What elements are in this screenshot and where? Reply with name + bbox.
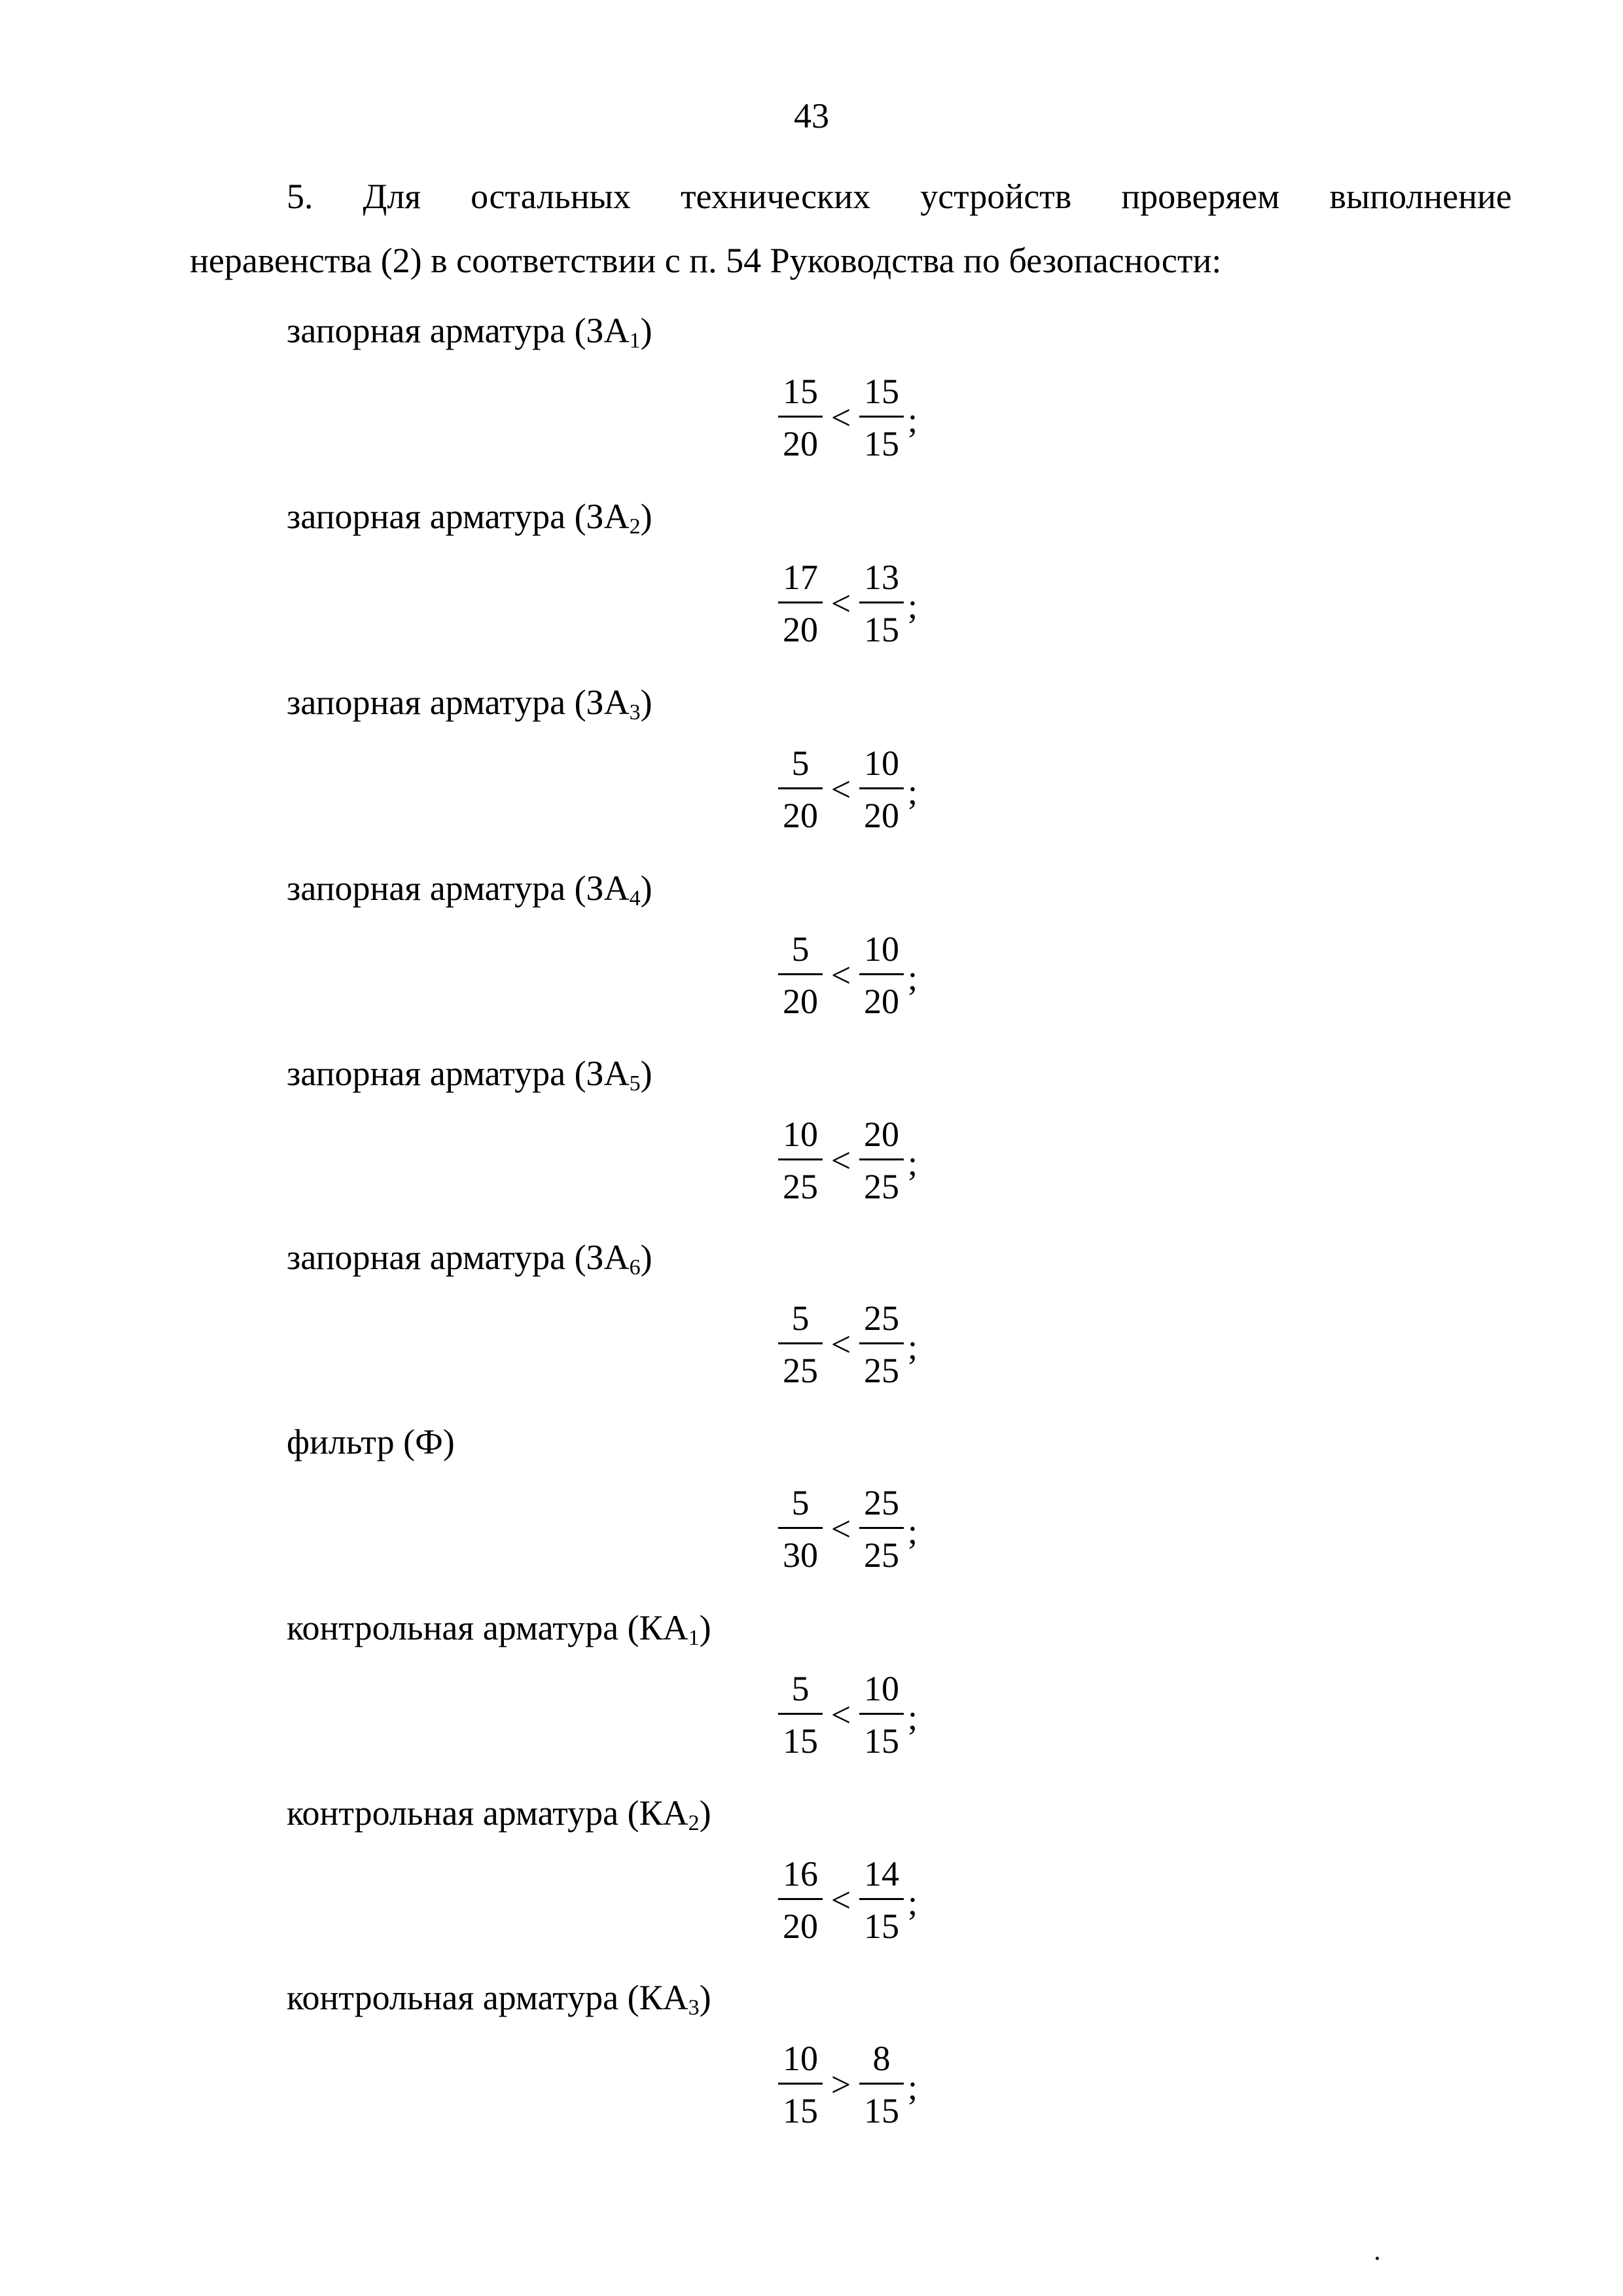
left-fraction xyxy=(776,1113,825,1204)
right-denominator: 20 xyxy=(864,982,899,1021)
right-fraction-bar xyxy=(859,601,904,603)
right-numerator: 15 xyxy=(864,372,899,411)
semicolon: ; xyxy=(908,1327,918,1367)
comparison-operator: < xyxy=(830,1880,851,1920)
intro-paragraph-line-1: 5. Для остальных технических устройств проверяем выполнение xyxy=(287,177,1512,216)
left-fraction xyxy=(776,1297,825,1388)
right-fraction xyxy=(857,556,906,647)
item-label-text: запорная арматура (ЗА xyxy=(287,683,630,722)
right-denominator: 15 xyxy=(864,1721,899,1761)
item-label-text: запорная арматура (ЗА xyxy=(287,869,630,908)
right-fraction xyxy=(857,2037,906,2128)
item-label-subscript: 1 xyxy=(629,329,641,353)
comparison-operator: > xyxy=(830,2065,851,2104)
intro-paragraph-line-2: неравенства (2) в соответствии с п. 54 Руководства по безопасности: xyxy=(190,241,1222,280)
left-fraction-bar xyxy=(778,973,823,975)
item-label-close: ) xyxy=(640,1054,652,1093)
item-label xyxy=(287,1054,652,1096)
right-fraction xyxy=(857,1667,906,1759)
item-label-close: ) xyxy=(640,497,652,536)
item-label-subscript: 2 xyxy=(688,1811,700,1835)
right-numerator: 25 xyxy=(864,1483,899,1522)
left-fraction xyxy=(776,556,825,647)
left-numerator: 17 xyxy=(783,558,818,597)
left-numerator: 15 xyxy=(783,372,818,411)
item-label xyxy=(287,1424,455,1460)
left-fraction-bar xyxy=(778,1158,823,1160)
left-fraction xyxy=(776,927,825,1019)
left-denominator: 25 xyxy=(783,1167,818,1206)
left-fraction-bar xyxy=(778,1342,823,1344)
right-fraction xyxy=(857,370,906,461)
right-fraction-bar xyxy=(859,1158,904,1160)
left-denominator: 20 xyxy=(783,982,818,1021)
left-fraction-bar xyxy=(778,787,823,789)
left-fraction-bar xyxy=(778,601,823,603)
comparison-operator: < xyxy=(830,956,851,995)
right-fraction-bar xyxy=(859,1898,904,1900)
item-label-text: запорная арматура (ЗА xyxy=(287,497,630,536)
right-fraction xyxy=(857,1113,906,1204)
item-label xyxy=(287,869,652,910)
left-fraction-bar xyxy=(778,1898,823,1900)
item-label-text: запорная арматура (ЗА xyxy=(287,311,630,350)
right-fraction xyxy=(857,1297,906,1388)
right-numerator: 10 xyxy=(864,744,899,783)
right-fraction xyxy=(857,742,906,833)
right-numerator: 14 xyxy=(864,1854,899,1893)
item-label-close: ) xyxy=(699,1978,711,2017)
semicolon: ; xyxy=(908,772,918,812)
item-label-text: контрольная арматура (КА xyxy=(287,1793,688,1833)
item-label-text: запорная арматура (ЗА xyxy=(287,1238,630,1277)
left-numerator: 5 xyxy=(791,929,810,969)
right-fraction-bar xyxy=(859,1713,904,1715)
semicolon: ; xyxy=(908,586,918,626)
item-label xyxy=(287,497,652,539)
left-fraction xyxy=(776,1481,825,1573)
right-numerator: 10 xyxy=(864,1669,899,1708)
right-fraction xyxy=(857,1481,906,1573)
right-fraction-bar xyxy=(859,416,904,418)
right-fraction-bar xyxy=(859,787,904,789)
item-label-text: запорная арматура (ЗА xyxy=(287,1054,630,1093)
right-numerator: 25 xyxy=(864,1299,899,1338)
left-denominator: 20 xyxy=(783,1907,818,1946)
left-numerator: 5 xyxy=(791,1483,810,1522)
left-numerator: 10 xyxy=(783,2039,818,2078)
right-denominator: 25 xyxy=(864,1535,899,1575)
right-numerator: 10 xyxy=(864,929,899,969)
right-fraction-bar xyxy=(859,1527,904,1529)
semicolon: ; xyxy=(908,1883,918,1922)
comparison-operator: < xyxy=(830,1325,851,1364)
item-label-text: контрольная арматура (КА xyxy=(287,1608,688,1647)
semicolon: ; xyxy=(908,1512,918,1551)
comparison-operator: < xyxy=(830,1509,851,1549)
item-label-close: ) xyxy=(640,311,652,350)
right-numerator: 13 xyxy=(864,558,899,597)
item-label xyxy=(287,311,652,353)
page-number: 43 xyxy=(794,96,829,135)
right-denominator: 15 xyxy=(864,424,899,463)
left-numerator: 10 xyxy=(783,1115,818,1154)
left-fraction xyxy=(776,1667,825,1759)
item-label-subscript: 5 xyxy=(629,1071,641,1096)
item-label-subscript: 1 xyxy=(688,1626,700,1650)
right-fraction xyxy=(857,1852,906,1944)
right-fraction-bar xyxy=(859,973,904,975)
left-fraction xyxy=(776,370,825,461)
item-label-close: ) xyxy=(699,1608,711,1647)
right-denominator: 25 xyxy=(864,1167,899,1206)
left-fraction-bar xyxy=(778,416,823,418)
left-fraction-bar xyxy=(778,2083,823,2085)
left-fraction xyxy=(776,1852,825,1944)
left-numerator: 5 xyxy=(791,1299,810,1338)
semicolon: ; xyxy=(908,958,918,997)
comparison-operator: < xyxy=(830,770,851,809)
left-fraction-bar xyxy=(778,1713,823,1715)
left-numerator: 5 xyxy=(791,1669,810,1708)
item-label xyxy=(287,1238,652,1280)
right-numerator: 20 xyxy=(864,1115,899,1154)
left-denominator: 20 xyxy=(783,796,818,835)
comparison-operator: < xyxy=(830,584,851,623)
right-fraction-bar xyxy=(859,2083,904,2085)
left-denominator: 20 xyxy=(783,424,818,463)
right-fraction xyxy=(857,927,906,1019)
semicolon: ; xyxy=(908,401,918,440)
left-denominator: 15 xyxy=(783,2091,818,2130)
left-fraction-bar xyxy=(778,1527,823,1529)
item-label-text: фильтр (Ф) xyxy=(287,1422,455,1462)
left-denominator: 15 xyxy=(783,1721,818,1761)
left-fraction xyxy=(776,2037,825,2128)
semicolon: ; xyxy=(908,1143,918,1183)
semicolon: ; xyxy=(908,2068,918,2107)
right-denominator: 20 xyxy=(864,796,899,835)
left-denominator: 25 xyxy=(783,1351,818,1390)
left-denominator: 30 xyxy=(783,1535,818,1575)
item-label xyxy=(287,683,652,725)
left-numerator: 5 xyxy=(791,744,810,783)
scan-speck xyxy=(1376,2257,1379,2260)
item-label-subscript: 3 xyxy=(629,700,641,725)
left-numerator: 16 xyxy=(783,1854,818,1893)
item-label-subscript: 6 xyxy=(629,1255,641,1280)
comparison-operator: < xyxy=(830,1141,851,1180)
right-numerator: 8 xyxy=(872,2039,891,2078)
item-label-close: ) xyxy=(640,683,652,722)
right-denominator: 25 xyxy=(864,1351,899,1390)
semicolon: ; xyxy=(908,1698,918,1737)
item-label-close: ) xyxy=(640,869,652,908)
item-label-text: контрольная арматура (КА xyxy=(287,1978,688,2017)
comparison-operator: < xyxy=(830,1695,851,1734)
item-label-subscript: 4 xyxy=(629,886,641,910)
item-label-close: ) xyxy=(640,1238,652,1277)
right-denominator: 15 xyxy=(864,2091,899,2130)
left-fraction xyxy=(776,742,825,833)
comparison-operator: < xyxy=(830,398,851,437)
item-label-subscript: 3 xyxy=(688,1996,700,2020)
right-fraction-bar xyxy=(859,1342,904,1344)
right-denominator: 15 xyxy=(864,1907,899,1946)
item-label xyxy=(287,1608,711,1650)
left-denominator: 20 xyxy=(783,610,818,649)
item-label-subscript: 2 xyxy=(629,514,641,539)
right-denominator: 15 xyxy=(864,610,899,649)
item-label xyxy=(287,1793,711,1835)
item-label-close: ) xyxy=(699,1793,711,1833)
item-label xyxy=(287,1978,711,2020)
